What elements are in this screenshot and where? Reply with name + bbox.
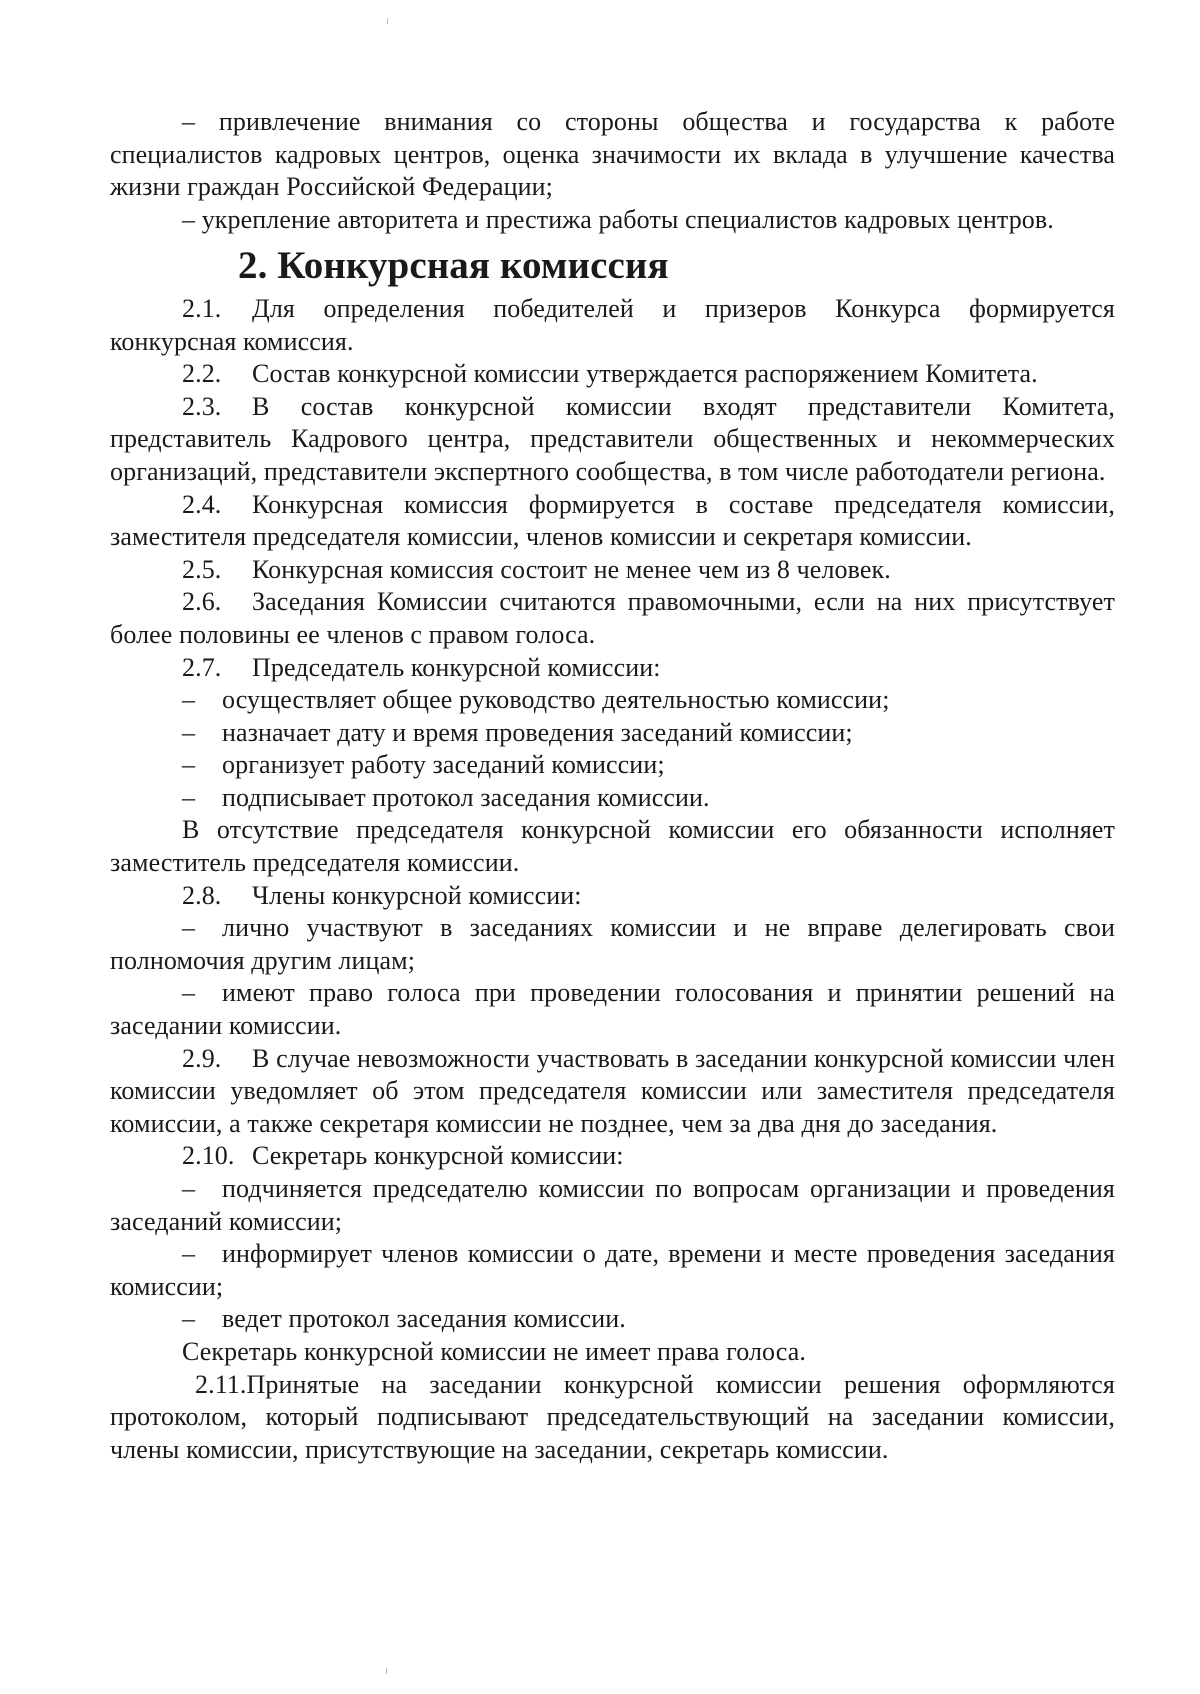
document-page <box>110 106 1115 1466</box>
duty-text: информирует членов комиссии о дате, времени и месте проведения заседания комиссии; <box>110 1239 1115 1301</box>
clause-2-5 <box>110 554 1115 587</box>
clause-text: Для определения победителей и призеров Конкурса формируется конкурсная комиссия. <box>110 293 1115 356</box>
member-duty-item <box>110 977 1115 1042</box>
dash-marker: – <box>182 1174 196 1203</box>
clause-number: 2.10. <box>182 1141 235 1171</box>
intro-bullet: – укрепление авторитета и престижа работы специалистов кадровых центров. <box>182 204 1054 234</box>
dash-marker: – <box>182 782 196 812</box>
clause-2-2 <box>110 358 1115 391</box>
clause-number: 2.9. <box>182 1043 222 1073</box>
duty-text: подчиняется председателю комиссии по вопросам организации и проведения заседаний комиссии; <box>110 1174 1115 1236</box>
chair-duty-item <box>110 749 1115 782</box>
member-duty-item <box>110 912 1115 977</box>
secretary-duty-item <box>110 1238 1115 1303</box>
clause-2-1 <box>110 293 1115 358</box>
clause-2-4 <box>110 489 1115 554</box>
clause-2-11 <box>110 1369 1115 1467</box>
clause-number: 2.6. <box>182 587 222 617</box>
clause-2-7 <box>110 652 1115 685</box>
clause-text: Конкурсная комиссия формируется в составе председателя комиссии, заместителя председателя комиссии, членов комиссии и секретаря комиссии. <box>110 489 1115 552</box>
clause-number: 2.3. <box>182 391 222 421</box>
clause-number: 2.5. <box>182 554 222 584</box>
clause-2-9 <box>110 1043 1115 1141</box>
duty-text: имеют право голоса при проведении голосования и принятии решений на заседании комиссии. <box>110 978 1115 1041</box>
section-title: 2. Конкурсная комиссия <box>238 244 669 288</box>
dash-marker: – <box>182 913 196 943</box>
clause-number: 2.4. <box>182 489 222 519</box>
clause-number: 2.7. <box>182 652 222 682</box>
secretary-duty-item <box>110 1303 1115 1336</box>
dash-marker: – <box>182 685 196 715</box>
clause-text: В случае невозможности участвовать в заседании конкурсной комиссии член комиссии уведомляет об этом председателя комиссии или заместителя председателя комиссии, а также секретаря комиссии не позднее, чем за два дня до заседания. <box>110 1043 1115 1138</box>
duty-text: организует работу заседаний комиссии; <box>222 750 665 780</box>
intro-bullet: – привлечение внимания со стороны общества и государства к работе специалистов кадровых центров, оценка значимости их вклада в улучшение качества жизни граждан Российской Федерации; <box>110 107 1115 202</box>
duty-text: лично участвуют в заседаниях комиссии и не вправе делегировать свои полномочия другим лицам; <box>110 913 1115 975</box>
clause-text: Принятые на заседании конкурсной комиссии решения оформляются протоколом, который подписывают председательствующий на заседании комиссии, члены комиссии, присутствующие на заседании, секретарь комиссии. <box>110 1369 1115 1464</box>
clause-number: 2.2. <box>182 359 222 389</box>
clause-text: В состав конкурсной комиссии входят представители Комитета, представитель Кадрового центра, представители общественных и некоммерческих организаций, представители экспертного сообщества, в том числе работодатели региона. <box>110 391 1115 486</box>
clause-2-3 <box>110 391 1115 489</box>
duty-text: ведет протокол заседания комиссии. <box>222 1304 626 1334</box>
dash-marker: – <box>182 1304 196 1334</box>
clause-2-6 <box>110 586 1115 651</box>
chair-duty-item <box>110 684 1115 717</box>
clause-2-8 <box>110 880 1115 913</box>
scan-speck <box>386 1668 387 1674</box>
chair-absence-paragraph: В отсутствие председателя конкурсной комиссии его обязанности исполняет заместитель председателя комиссии. <box>110 815 1115 878</box>
clause-text: Председатель конкурсной комиссии: <box>252 652 661 682</box>
clause-text: Заседания Комиссии считаются правомочными, если на них присутствует более половины ее членов с правом голоса. <box>110 587 1115 649</box>
clause-number: 2.11. <box>195 1369 247 1399</box>
clause-2-10 <box>110 1140 1115 1173</box>
clause-number: 2.8. <box>182 880 222 910</box>
dash-marker: – <box>182 978 196 1008</box>
secretary-duty-item <box>110 1173 1115 1238</box>
scan-speck <box>387 18 388 24</box>
secretary-note: Секретарь конкурсной комиссии не имеет права голоса. <box>182 1336 806 1366</box>
clause-text: Состав конкурсной комиссии утверждается распоряжением Комитета. <box>252 359 1038 389</box>
dash-marker: – <box>182 750 196 780</box>
chair-duty-item <box>110 782 1115 815</box>
clause-text: Члены конкурсной комиссии: <box>252 880 582 910</box>
duty-text: подписывает протокол заседания комиссии. <box>222 782 710 812</box>
duty-text: осуществляет общее руководство деятельностью комиссии; <box>222 685 890 715</box>
clause-text: Конкурсная комиссия состоит не менее чем из 8 человек. <box>252 554 891 584</box>
clause-text: Секретарь конкурсной комиссии: <box>252 1141 624 1171</box>
duty-text: назначает дату и время проведения заседаний комиссии; <box>222 717 853 747</box>
dash-marker: – <box>182 1239 196 1269</box>
dash-marker: – <box>182 717 196 747</box>
chair-duty-item <box>110 717 1115 750</box>
clause-number: 2.1. <box>182 293 222 323</box>
